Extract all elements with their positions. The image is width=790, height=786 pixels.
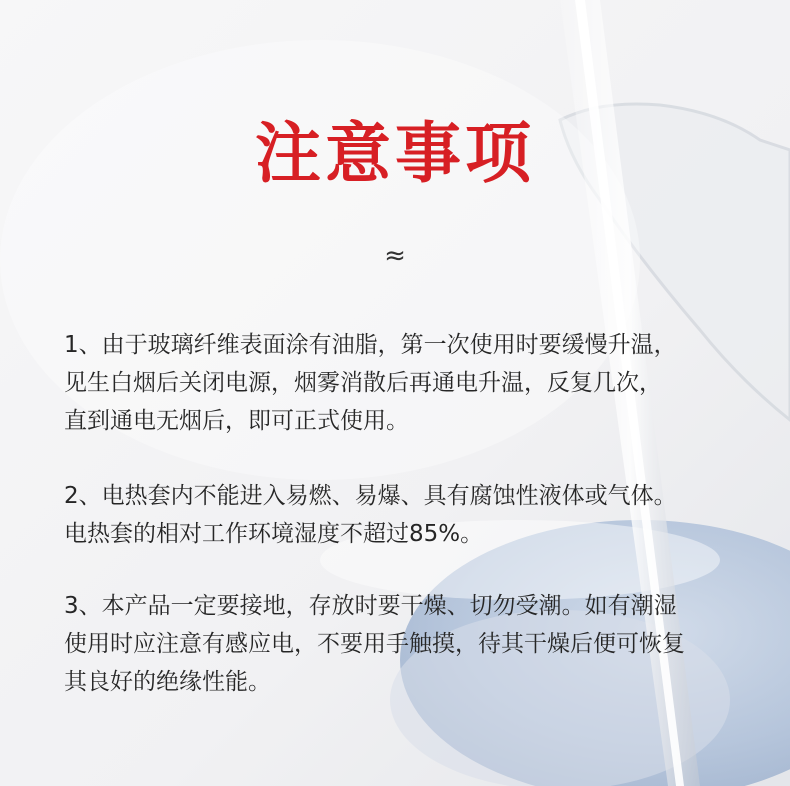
notice-item-3 <box>64 587 744 701</box>
notice-item-2 <box>64 477 744 553</box>
notice-item-1 <box>64 326 744 440</box>
notice-line: 3、本产品一定要接地，存放时要干燥、切勿受潮。如有潮湿 <box>64 593 677 619</box>
notice-line: 见生白烟后关闭电源，烟雾消散后再通电升温，反复几次， <box>64 370 662 396</box>
notice-line: 其良好的绝缘性能。 <box>64 669 271 695</box>
approx-divider: ≈ <box>384 241 406 271</box>
notice-line: 1、由于玻璃纤维表面涂有油脂，第一次使用时要缓慢升温， <box>64 332 677 358</box>
notice-line: 电热套的相对工作环境湿度不超过85%。 <box>64 521 484 547</box>
notice-line: 直到通电无烟后，即可正式使用。 <box>64 408 409 434</box>
notice-line: 2、电热套内不能进入易燃、易爆、具有腐蚀性液体或气体。 <box>64 483 677 509</box>
page-title: 注意事项 <box>255 115 535 192</box>
notice-line: 使用时应注意有感应电，不要用手触摸，待其干燥后便可恢复 <box>64 631 685 657</box>
